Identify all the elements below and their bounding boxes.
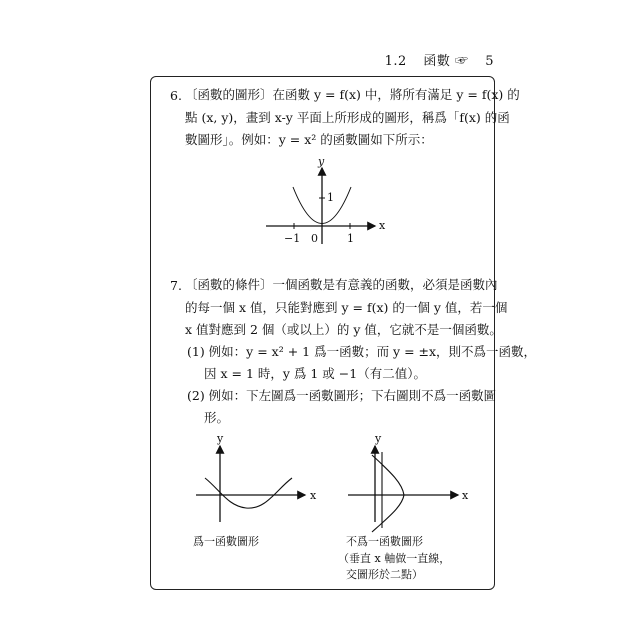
item7-line2: 的每一個 x 值，只能對應到 y = f(x) 的一個 y 值，若一個: [185, 300, 508, 315]
chapter-title: 函數: [423, 54, 451, 69]
graph1-x-label: x: [379, 219, 386, 232]
item7-sub1-line2: 因 x = 1 時，y 爲 1 或 −1（有二值）。: [204, 366, 426, 381]
item6-line2: 點 (x, y)，畫到 x-y 平面上所形成的圖形，稱爲「f(x) 的函: [185, 110, 510, 125]
left-x-label: x: [310, 489, 317, 502]
graph1-origin: 0: [311, 232, 318, 245]
graph1-tick-neg1: −1: [284, 232, 301, 245]
item7-sub1-line1: (1) 例如：y = x² + 1 爲一函數；而 y = ±x，則不爲一函數，: [187, 344, 537, 359]
left-y-label: y: [217, 432, 224, 445]
page-number: 5: [485, 54, 494, 69]
section-number: 1.2: [384, 54, 407, 69]
right-x-label: x: [462, 489, 469, 502]
right-y-label: y: [375, 432, 382, 445]
item6-line1: 〔函數的圖形〕在函數 y = f(x) 中，將所有滿足 y = f(x) 的: [185, 87, 520, 102]
item7-line3: x 值對應到 2 個（或以上）的 y 值，它就不是一個函數。: [185, 322, 502, 337]
item7-line1: 〔函數的條件〕一個函數是有意義的函數，必須是函數內: [185, 277, 498, 292]
graph1-tick-y1: 1: [327, 191, 334, 204]
graph1-y-label: y: [318, 155, 325, 168]
item7-sub2-line1: (2) 例如：下左圖爲一函數圖形；下右圖則不爲一函數圖: [187, 388, 497, 403]
pointing-hand-icon: ☞: [455, 54, 469, 69]
item7-number: 7.: [170, 278, 182, 293]
item7-sub2-line2: 形。: [204, 410, 230, 425]
right-caption: 不爲一函數圖形: [346, 535, 423, 548]
left-caption: 爲一函數圖形: [193, 535, 259, 548]
graph1-tick-pos1: 1: [347, 232, 354, 245]
left-curve: [205, 478, 292, 508]
item6-line3: 數圖形」。例如：y = x² 的函數圖如下所示：: [185, 132, 433, 147]
item6-number: 6.: [170, 88, 182, 103]
right-curve: [372, 455, 404, 532]
right-note-line2: 交圖形於二點）: [346, 568, 423, 581]
right-note-line1: （垂直 x 軸做一直線，: [338, 552, 451, 565]
